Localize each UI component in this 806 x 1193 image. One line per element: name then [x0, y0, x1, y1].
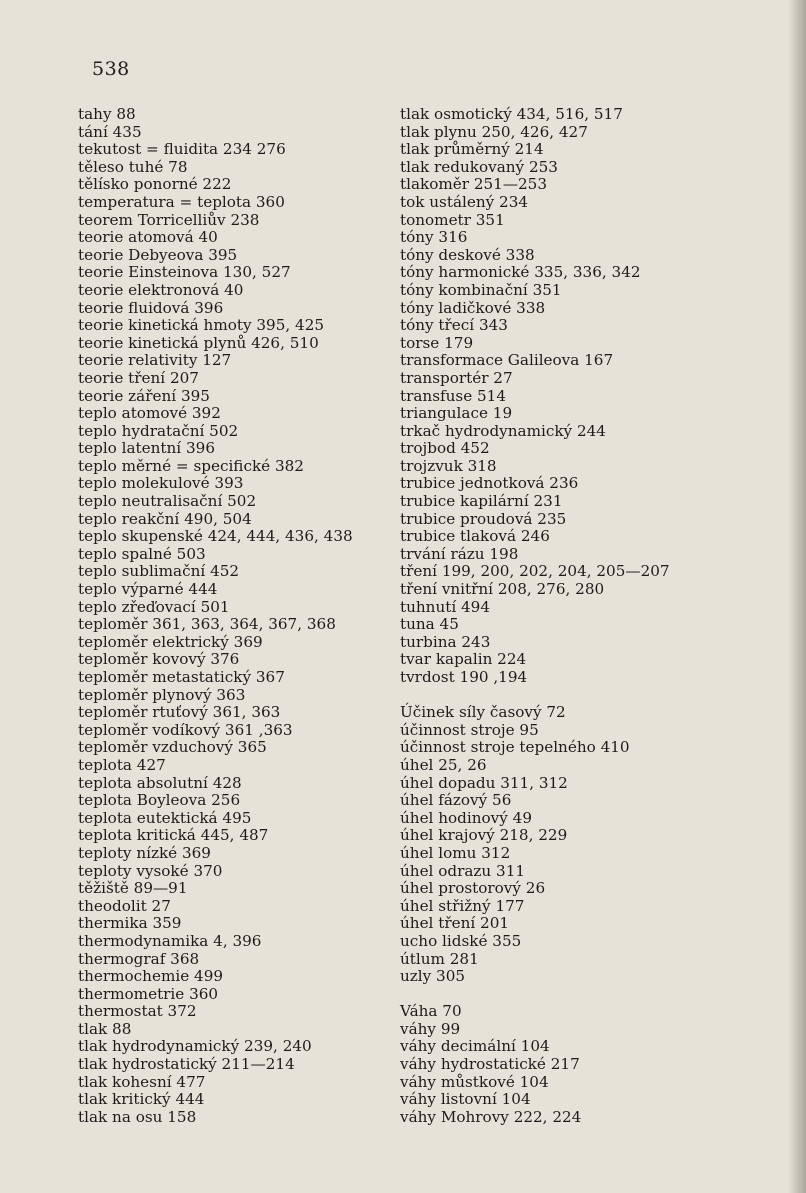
index-entry: účinnost stroje tepelného 410 — [400, 738, 630, 757]
index-entry: trkač hydrodynamický 244 — [400, 421, 606, 440]
index-entry: teplota eutektická 495 — [78, 808, 252, 827]
index-entry: tlak hydrostatický 211—214 — [78, 1055, 295, 1074]
index-entry: teplota kritická 445, 487 — [78, 826, 269, 845]
index-entry: teplo sublimační 452 — [78, 562, 240, 581]
index-entry: úhel hodinový 49 — [400, 808, 532, 827]
index-column-left — [78, 106, 388, 1126]
index-entry: tvar kapalin 224 — [400, 650, 527, 669]
section-gap — [400, 986, 730, 1004]
index-entry: teplo atomové 392 — [78, 404, 221, 423]
index-entry: váhy 99 — [400, 1019, 461, 1038]
index-entry: tlak plynu 250, 426, 427 — [400, 122, 588, 141]
index-entry: úhel odrazu 311 — [400, 861, 526, 880]
index-entry: trubice tlaková 246 — [400, 527, 550, 546]
index-entry: tlak na osu 158 — [78, 1107, 197, 1126]
index-entry: teorie Debyeova 395 — [78, 245, 238, 264]
index-entry: tlak hydrodynamický 239, 240 — [78, 1037, 312, 1056]
index-entry: teploměr vodíkový 361 ,363 — [78, 720, 293, 739]
index-entry: teploměr kovový 376 — [78, 650, 240, 669]
index-entry: turbina 243 — [400, 632, 491, 651]
section-gap — [400, 687, 730, 705]
index-entry: útlum 281 — [400, 949, 479, 968]
index-entry: teplota 427 — [78, 755, 166, 774]
index-entry: tóny třecí 343 — [400, 316, 508, 335]
page-number: 538 — [92, 58, 130, 80]
index-entry: thermochemie 499 — [78, 967, 224, 986]
index-entry: úhel fázový 56 — [400, 791, 512, 810]
index-entry: trojzvuk 318 — [400, 456, 497, 475]
index-entry: úhel krajový 218, 229 — [400, 826, 568, 845]
index-entry: teplo měrné = specifické 382 — [78, 456, 304, 475]
index-entry: teorie záření 395 — [78, 386, 210, 405]
index-entry: thermograf 368 — [78, 949, 200, 968]
index-entry: teploty nízké 369 — [78, 843, 211, 862]
index-entry: tóny harmonické 335, 336, 342 — [400, 263, 641, 282]
index-entry: tekutost = fluidita 234 276 — [78, 140, 286, 159]
index-entry: tuhnutí 494 — [400, 597, 491, 616]
index-entry: váhy hydrostatické 217 — [400, 1055, 580, 1074]
index-entry: tření 199, 200, 202, 204, 205—207 — [400, 562, 670, 581]
index-entry: teorie kinetická plynů 426, 510 — [78, 333, 319, 352]
index-entry: tahy 88 — [78, 105, 136, 123]
index-entry: tlak průměrný 214 — [400, 140, 544, 159]
index-entry: teploměr rtuťový 361, 363 — [78, 703, 281, 722]
index-entry: váhy decimální 104 — [400, 1037, 550, 1056]
index-entry: tóny kombinační 351 — [400, 280, 562, 299]
index-entry: váhy můstkové 104 — [400, 1072, 549, 1091]
index-entry: úhel 25, 26 — [400, 755, 487, 774]
index-entry: trubice proudová 235 — [400, 509, 567, 528]
index-entry: tlak kohesní 477 — [78, 1072, 206, 1091]
index-entry: úhel tření 201 — [400, 914, 510, 933]
index-entry: váhy listovní 104 — [400, 1090, 531, 1109]
index-entry: úhel střižný 177 — [400, 896, 525, 915]
index-entry: teorie elektronová 40 — [78, 280, 244, 299]
index-entry: teplo hydratační 502 — [78, 421, 239, 440]
index-entry: thermodynamika 4, 396 — [78, 931, 262, 950]
index-entry: teploměr vzduchový 365 — [78, 738, 267, 757]
index-entry: uzly 305 — [400, 967, 466, 986]
index-entry: těleso tuhé 78 — [78, 157, 188, 176]
index-entry: teploměr elektrický 369 — [78, 632, 263, 651]
index-entry: teploty vysoké 370 — [78, 861, 223, 880]
index-entry: theodolit 27 — [78, 896, 171, 915]
index-entry: úhel prostorový 26 — [400, 879, 546, 898]
index-entry: tok ustálený 234 — [400, 192, 529, 211]
index-entry: torse 179 — [400, 333, 474, 352]
index-entry: trojbod 452 — [400, 439, 490, 458]
index-entry: transportér 27 — [400, 368, 513, 387]
index-entry: teorie atomová 40 — [78, 228, 218, 247]
index-entry: teplo molekulové 393 — [78, 474, 244, 493]
index-entry: teplo neutralisační 502 — [78, 492, 257, 511]
index-entry: teplo latentní 396 — [78, 439, 215, 458]
index-entry: teplo reakční 490, 504 — [78, 509, 252, 528]
index-entry: transformace Galileova 167 — [400, 351, 614, 370]
index-entry: teplo skupenské 424, 444, 436, 438 — [78, 527, 353, 546]
index-entry: úhel lomu 312 — [400, 843, 511, 862]
index-entry: tvrdost 190 ,194 — [400, 668, 528, 686]
index-entry: tóny 316 — [400, 228, 468, 247]
index-entry: teorie Einsteinova 130, 527 — [78, 263, 291, 282]
index-entry: teploměr metastatický 367 — [78, 668, 285, 686]
index-entry: tuna 45 — [400, 615, 459, 634]
index-entry: teorie relativity 127 — [78, 351, 232, 370]
index-entry: tóny deskové 338 — [400, 245, 535, 264]
index-entry: teorie kinetická hmoty 395, 425 — [78, 316, 325, 335]
index-entry: tlak 88 — [78, 1019, 132, 1038]
index-entry: tření vnitřní 208, 276, 280 — [400, 580, 605, 599]
index-column-right — [400, 106, 730, 1126]
index-entry: teplo spalné 503 — [78, 544, 206, 563]
index-entry: teplo zřeďovací 501 — [78, 597, 230, 616]
index-entry: teploměr plynový 363 — [78, 685, 246, 704]
index-entry: thermometrie 360 — [78, 984, 219, 1003]
index-entry: teplo výparné 444 — [78, 580, 218, 599]
index-entry: teorem Torricelliův 238 — [78, 210, 260, 229]
index-entry: triangulace 19 — [400, 404, 513, 423]
index-entry: úhel dopadu 311, 312 — [400, 773, 568, 792]
index-entry: tóny ladičkové 338 — [400, 298, 546, 317]
index-entry: trvání rázu 198 — [400, 544, 519, 563]
index-entry: transfuse 514 — [400, 386, 506, 405]
index-entry: váhy Mohrovy 222, 224 — [400, 1107, 582, 1126]
index-entry: teploměr 361, 363, 364, 367, 368 — [78, 615, 336, 634]
index-entry: ucho lidské 355 — [400, 931, 522, 950]
index-entry: tlakoměr 251—253 — [400, 175, 548, 194]
index-entry: trubice jednotková 236 — [400, 474, 579, 493]
index-entry: thermika 359 — [78, 914, 182, 933]
index-entry: tlak redukovaný 253 — [400, 157, 558, 176]
index-entry: teplota Boyleova 256 — [78, 791, 241, 810]
index-entry: tlak osmotický 434, 516, 517 — [400, 105, 623, 123]
index-entry: tání 435 — [78, 122, 142, 141]
index-entry: teorie tření 207 — [78, 368, 199, 387]
index-entry: účinnost stroje 95 — [400, 720, 539, 739]
index-entry: temperatura = teplota 360 — [78, 192, 285, 211]
index-entry: Účinek síly časový 72 — [400, 703, 566, 722]
index-entry: tělísko ponorné 222 — [78, 175, 232, 194]
index-entry: teorie fluidová 396 — [78, 298, 224, 317]
index-entry: teplota absolutní 428 — [78, 773, 242, 792]
page-edge-shadow — [788, 0, 806, 1193]
index-entry: thermostat 372 — [78, 1002, 197, 1021]
index-entry: tlak kritický 444 — [78, 1090, 205, 1109]
index-entry: Váha 70 — [400, 1002, 462, 1021]
index-entry: tonometr 351 — [400, 210, 505, 229]
index-entry: těžiště 89—91 — [78, 879, 188, 898]
index-entry: trubice kapilární 231 — [400, 492, 563, 511]
